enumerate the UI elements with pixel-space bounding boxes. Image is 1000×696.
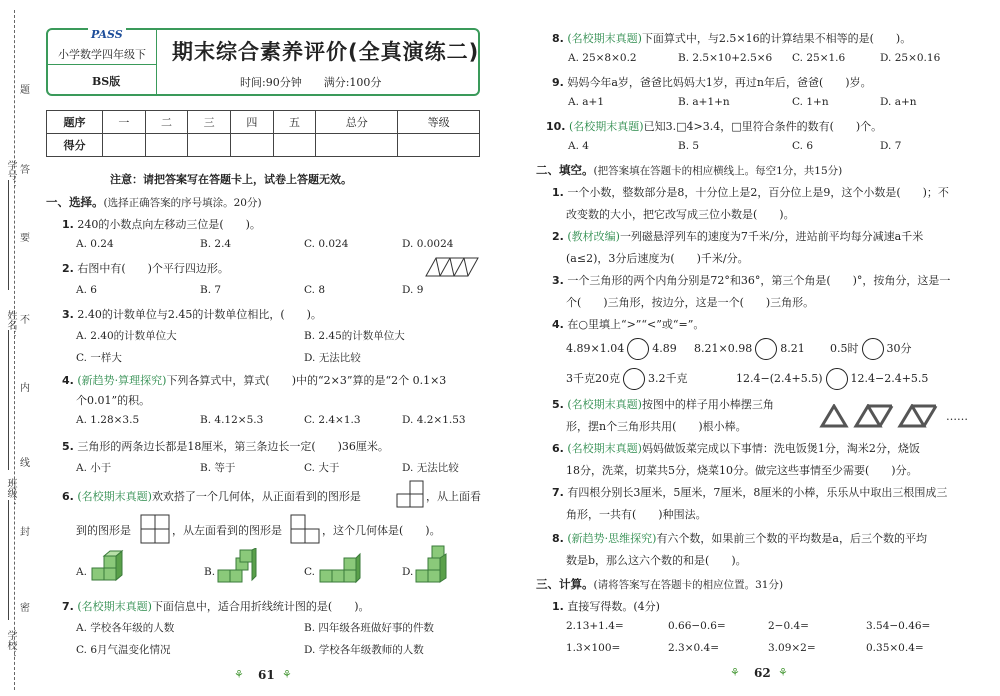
- question-number: 1.: [552, 600, 564, 613]
- section-2-heading: [536, 162, 842, 178]
- question-text: 三角形的两条边长都是18厘米，第三条边长一定( )36厘米。: [77, 440, 389, 453]
- question-text: 2.40的计数单位与2.45的计数单位相比，( )。: [77, 308, 322, 321]
- front-view-figure: [396, 480, 424, 508]
- calc-item[interactable]: 2−0.4=: [768, 620, 809, 632]
- section-1-heading: [46, 194, 262, 210]
- calc-item[interactable]: 2.3×0.4=: [668, 642, 719, 654]
- question-6-cont: [76, 522, 131, 538]
- score-cell[interactable]: [273, 134, 316, 157]
- option[interactable]: B.: [204, 566, 216, 578]
- option[interactable]: D. 学校各年级教师的人数: [304, 644, 424, 656]
- option[interactable]: D. 7: [880, 140, 902, 152]
- gutter-label-name: 姓名：: [5, 310, 16, 340]
- score-cell[interactable]: [103, 134, 146, 157]
- question-text: 一个三角形的两个内角分别是72°和36°，第三个角是( )°，按角分，这是一: [567, 274, 951, 287]
- option[interactable]: C.: [304, 566, 315, 578]
- table-cell: 二: [145, 111, 188, 134]
- option[interactable]: B. 7: [200, 284, 222, 296]
- question-1: [62, 216, 261, 232]
- question-text: 已知3.□4>3.4，□里符合条件的数有( )个。: [643, 120, 883, 133]
- compare-right: 12.4−2.4+5.5: [850, 372, 929, 385]
- compare-row-1: [566, 338, 677, 360]
- option[interactable]: C. 2.4×1.3: [304, 414, 361, 426]
- question-number: 2.: [62, 262, 74, 275]
- calc-1: [552, 598, 660, 614]
- table-cell: 得分: [47, 134, 103, 157]
- gutter-label-student-id: 学号：: [5, 160, 16, 190]
- score-cell[interactable]: [316, 134, 398, 157]
- question-text: 一个小数，整数部分是8，十分位上是2，百分位上是9，这个小数是( )；不: [567, 186, 949, 199]
- question-tag: (名校期末真题): [567, 442, 642, 455]
- question-9: [552, 74, 872, 90]
- grade-label: 小学数学四年级下: [58, 48, 146, 61]
- calc-item[interactable]: 1.3×100=: [566, 642, 621, 654]
- calc-item[interactable]: 3.09×2=: [768, 642, 816, 654]
- seal-word: 封: [20, 522, 30, 539]
- question-3: [62, 306, 322, 322]
- option[interactable]: C. 8: [304, 284, 326, 296]
- option[interactable]: C. 大于: [304, 462, 340, 474]
- question-text: 直接写得数。(4分): [567, 600, 660, 613]
- table-cell: 总分: [316, 111, 398, 134]
- option[interactable]: B. 四年级各班做好事的件数: [304, 622, 434, 634]
- question-number: 1.: [62, 218, 74, 231]
- question-number: 9.: [552, 76, 564, 89]
- ellipsis: ……: [946, 410, 968, 423]
- compare-left: 0.5时: [830, 342, 859, 355]
- option[interactable]: C. 1+n: [792, 96, 829, 108]
- gutter-label-class: 班级：: [5, 478, 16, 508]
- question-text: 在○里填上“>”“<”或“=”。: [567, 318, 705, 331]
- question-tag: (新趋势·思维探究): [567, 532, 657, 545]
- question-number: 7.: [552, 486, 564, 499]
- fill-2-cont: (a≤2)，3分后速度为( )千米/分。: [566, 252, 749, 265]
- table-cell: 五: [273, 111, 316, 134]
- table-cell: 等级: [398, 111, 480, 134]
- question-10: [546, 118, 882, 134]
- question-number: 6.: [552, 442, 564, 455]
- seal-word: 不: [20, 310, 30, 327]
- fill-1: [552, 184, 949, 200]
- cube-figure-b: [216, 548, 260, 586]
- fill-8-cont: 数是b，那么这六个数的和是( )。: [566, 554, 747, 567]
- question-8: [552, 30, 911, 46]
- question-tag: (教材改编): [567, 230, 620, 243]
- pass-logo: PASS: [88, 28, 126, 41]
- fill-3: [552, 272, 950, 288]
- option[interactable]: C. 0.024: [304, 238, 349, 250]
- option[interactable]: D. 无法比较: [402, 462, 459, 474]
- question-tag: (新趋势·算理探究): [77, 374, 167, 387]
- question-tag: (名校期末真题): [77, 600, 152, 613]
- question-number: 3.: [62, 308, 74, 321]
- option[interactable]: D. 25×0.16: [880, 52, 941, 64]
- option[interactable]: B. 2.5×10+2.5×6: [678, 52, 773, 64]
- option[interactable]: A. 1.28×3.5: [76, 414, 140, 426]
- parallelogram-figure: [424, 256, 480, 278]
- cube-figure-c: [318, 548, 362, 586]
- option[interactable]: A. 0.24: [76, 238, 114, 250]
- option[interactable]: A. 4: [568, 140, 589, 152]
- question-number: 1.: [552, 186, 564, 199]
- left-view-figure: [290, 514, 320, 544]
- cube-figure-a: [90, 548, 130, 586]
- question-number: 7.: [62, 600, 74, 613]
- table-cell: 三: [188, 111, 231, 134]
- compare-right: 4.89: [652, 342, 677, 355]
- option[interactable]: D. a+n: [880, 96, 917, 108]
- table-cell: 一: [103, 111, 146, 134]
- section-note: (把答案填在答题卡的相应横线上。每空1分，共15分): [593, 165, 843, 177]
- question-6-cont-c: ，这个几何体是( )。: [322, 524, 441, 537]
- option[interactable]: A. 2.40的计数单位大: [76, 330, 177, 342]
- option[interactable]: D. 9: [402, 284, 424, 296]
- leaf-icon: ⚘: [282, 668, 292, 681]
- question-6-cont-b: ，从左面看到的图形是: [172, 524, 282, 537]
- option[interactable]: A.: [76, 566, 87, 578]
- score-table: [46, 110, 480, 157]
- option[interactable]: A. 6: [76, 284, 97, 296]
- question-number: 5.: [62, 440, 74, 453]
- option[interactable]: A. a+1: [568, 96, 604, 108]
- section-title: 三、计算。: [536, 577, 594, 591]
- question-number: 8.: [552, 32, 564, 45]
- question-number: 2.: [552, 230, 564, 243]
- stick-triangles-figure: [818, 404, 942, 428]
- compare-row-5: [736, 368, 928, 390]
- top-view-figure: [140, 514, 170, 544]
- gutter-blank: [8, 500, 9, 620]
- full-score: 满分:100分: [323, 76, 382, 89]
- fill-2: [552, 228, 923, 244]
- edition-label: BS版: [92, 75, 121, 88]
- calc-item[interactable]: 0.35×0.4=: [866, 642, 924, 654]
- fill-6-cont: 18分，洗菜，切菜共5分，烧菜10分。做完这些事情至少需要( )分。: [566, 464, 918, 477]
- question-text: 下列各算式中，算式( )中的“2×3”算的是“2个 0.1×3: [166, 374, 447, 387]
- right-page: [500, 0, 1000, 696]
- seal-word: 答: [20, 160, 30, 177]
- question-6: [62, 488, 361, 504]
- compare-circle[interactable]: [627, 338, 649, 360]
- option[interactable]: C. 6月气温变化情况: [76, 644, 171, 656]
- question-text: 有六个数，如果前三个数的平均数是a，后三个数的平均: [656, 532, 927, 545]
- question-number: 6.: [62, 490, 74, 503]
- question-tag: (名校期末真题): [567, 398, 642, 411]
- question-2: [62, 260, 229, 276]
- question-text: 欢欢搭了一个几何体，从正面看到的图形是: [151, 490, 361, 503]
- compare-row-3: [830, 338, 912, 360]
- question-number: 4.: [552, 318, 564, 331]
- option[interactable]: B. 2.45的计数单位大: [304, 330, 405, 342]
- section-note: (请将答案写在答题卡的相应位置。31分): [593, 579, 784, 591]
- section-title: 一、选择。: [46, 195, 104, 209]
- score-cell[interactable]: [398, 134, 480, 157]
- question-text: 妈妈做饭菜完成以下事情：洗电饭煲1分，淘米2分，烧饭: [641, 442, 920, 455]
- question-5: [62, 438, 389, 454]
- option[interactable]: A. 25×8×0.2: [568, 52, 637, 64]
- option[interactable]: C. 一样大: [76, 352, 122, 364]
- compare-left: 12.4−(2.4+5.5): [736, 372, 823, 385]
- score-cell[interactable]: [231, 134, 274, 157]
- option[interactable]: A. 小于: [76, 462, 112, 474]
- option[interactable]: B. 5: [678, 140, 700, 152]
- fill-6: [552, 440, 920, 456]
- compare-left: 3千克20克: [566, 372, 620, 385]
- question-text: 右图中有( )个平行四边形。: [77, 262, 229, 275]
- compare-right: 3.2千克: [648, 372, 688, 385]
- option[interactable]: D. 0.0024: [402, 238, 454, 250]
- fill-4: [552, 316, 704, 332]
- fill-8: [552, 530, 927, 546]
- score-cell[interactable]: [145, 134, 188, 157]
- cut-line: [14, 10, 15, 690]
- fill-3-cont: 个( )三角形，按边分，这是一个( )三角形。: [566, 296, 815, 309]
- seal-word: 密: [20, 598, 30, 615]
- fill-5: [552, 396, 774, 412]
- calc-item[interactable]: 3.54−0.46=: [866, 620, 931, 632]
- section-title: 二、填空。: [536, 163, 594, 177]
- section-3-heading: [536, 576, 783, 592]
- fill-1-cont: 改变数的大小，把它改写成三位小数是( )。: [566, 208, 795, 221]
- table-cell: 题序: [47, 111, 103, 134]
- compare-circle[interactable]: [862, 338, 884, 360]
- question-text: 妈妈今年a岁，爸爸比妈妈大1岁，再过n年后，爸爸( )岁。: [567, 76, 872, 89]
- question-text: 下面算式中，与2.5×16的计算结果不相等的是( )。: [641, 32, 912, 45]
- compare-row-2: [694, 338, 805, 360]
- option[interactable]: D. 4.2×1.53: [402, 414, 466, 426]
- compare-circle[interactable]: [623, 368, 645, 390]
- compare-circle[interactable]: [826, 368, 848, 390]
- question-7: [62, 598, 370, 614]
- calc-item[interactable]: 2.13+1.4=: [566, 620, 624, 632]
- option[interactable]: C. 6: [792, 140, 814, 152]
- option[interactable]: D.: [402, 566, 414, 578]
- leaf-icon: ⚘: [730, 666, 740, 679]
- table-cell: 四: [231, 111, 274, 134]
- question-text: 有四根分别长3厘米，5厘米，7厘米，8厘米的小棒，乐乐从中取出三根围成三: [567, 486, 948, 499]
- compare-left: 8.21×0.98: [694, 342, 753, 355]
- leaf-icon: ⚘: [234, 668, 244, 681]
- gutter-blank: [8, 330, 9, 470]
- header-divider: [46, 64, 156, 65]
- calc-item[interactable]: 0.66−0.6=: [668, 620, 726, 632]
- seal-word: 内: [20, 378, 30, 395]
- header-divider: [156, 30, 157, 94]
- exam-title: 期末综合素养评价(全真演练二): [172, 40, 480, 64]
- question-text: 240的小数点向左移动三位是( )。: [77, 218, 261, 231]
- page-number: 61: [258, 668, 275, 682]
- option[interactable]: A. 学校各年级的人数: [76, 622, 175, 634]
- fill-7-cont: 角形，一共有( )种围法。: [566, 508, 707, 521]
- gutter-blank: [8, 180, 9, 290]
- question-4-cont: 个0.01”的积。: [76, 394, 151, 407]
- seal-word: 题: [20, 80, 30, 97]
- question-number: 3.: [552, 274, 564, 287]
- section-note: (选择正确答案的序号填涂。20分): [103, 197, 262, 209]
- option[interactable]: B. a+1+n: [678, 96, 730, 108]
- option[interactable]: C. 25×1.6: [792, 52, 846, 64]
- fill-5-cont: 形，摆n个三角形共用( )根小棒。: [566, 420, 747, 433]
- binding-gutter: [0, 10, 32, 690]
- page-number: 62: [754, 666, 771, 680]
- option[interactable]: B. 4.12×5.3: [200, 414, 264, 426]
- seal-word: 要: [20, 228, 30, 245]
- fill-7: [552, 484, 947, 500]
- question-text: 一列磁悬浮列车的速度为7千米/分，进站前平均每分减速a千米: [619, 230, 924, 243]
- compare-left: 4.89×1.04: [566, 342, 625, 355]
- option[interactable]: B. 2.4: [200, 238, 232, 250]
- question-tag: (名校期末真题): [77, 490, 152, 503]
- exam-time: [240, 74, 381, 90]
- question-number: 8.: [552, 532, 564, 545]
- question-text: 到的图形是: [76, 524, 131, 537]
- question-tag: (名校期末真题): [567, 32, 642, 45]
- option[interactable]: D. 无法比较: [304, 352, 361, 364]
- question-number: 10.: [546, 120, 566, 133]
- compare-circle[interactable]: [755, 338, 777, 360]
- seal-word: 线: [20, 453, 30, 470]
- question-number: 5.: [552, 398, 564, 411]
- question-tag: (名校期末真题): [569, 120, 644, 133]
- question-number: 4.: [62, 374, 74, 387]
- score-cell[interactable]: [188, 134, 231, 157]
- leaf-icon: ⚘: [778, 666, 788, 679]
- gutter-label-school: 学校：: [5, 630, 16, 660]
- score-table-header-row: [47, 111, 480, 134]
- question-text: 按图中的样子用小棒摆三角: [641, 398, 774, 411]
- option[interactable]: B. 等于: [200, 462, 236, 474]
- compare-right: 30分: [886, 342, 912, 355]
- question-4: [62, 372, 446, 388]
- time-limit: 时间:90分钟: [240, 76, 302, 89]
- question-text: 下面信息中，适合用折线统计图的是( )。: [151, 600, 370, 613]
- exam-notice: 注意：请把答案写在答题卡上，试卷上答题无效。: [110, 173, 352, 186]
- cube-figure-d: [414, 544, 458, 586]
- score-table-score-row: [47, 134, 480, 157]
- compare-right: 8.21: [780, 342, 805, 355]
- question-6-text-after: ，从上面看: [426, 490, 481, 503]
- compare-row-4: [566, 368, 688, 390]
